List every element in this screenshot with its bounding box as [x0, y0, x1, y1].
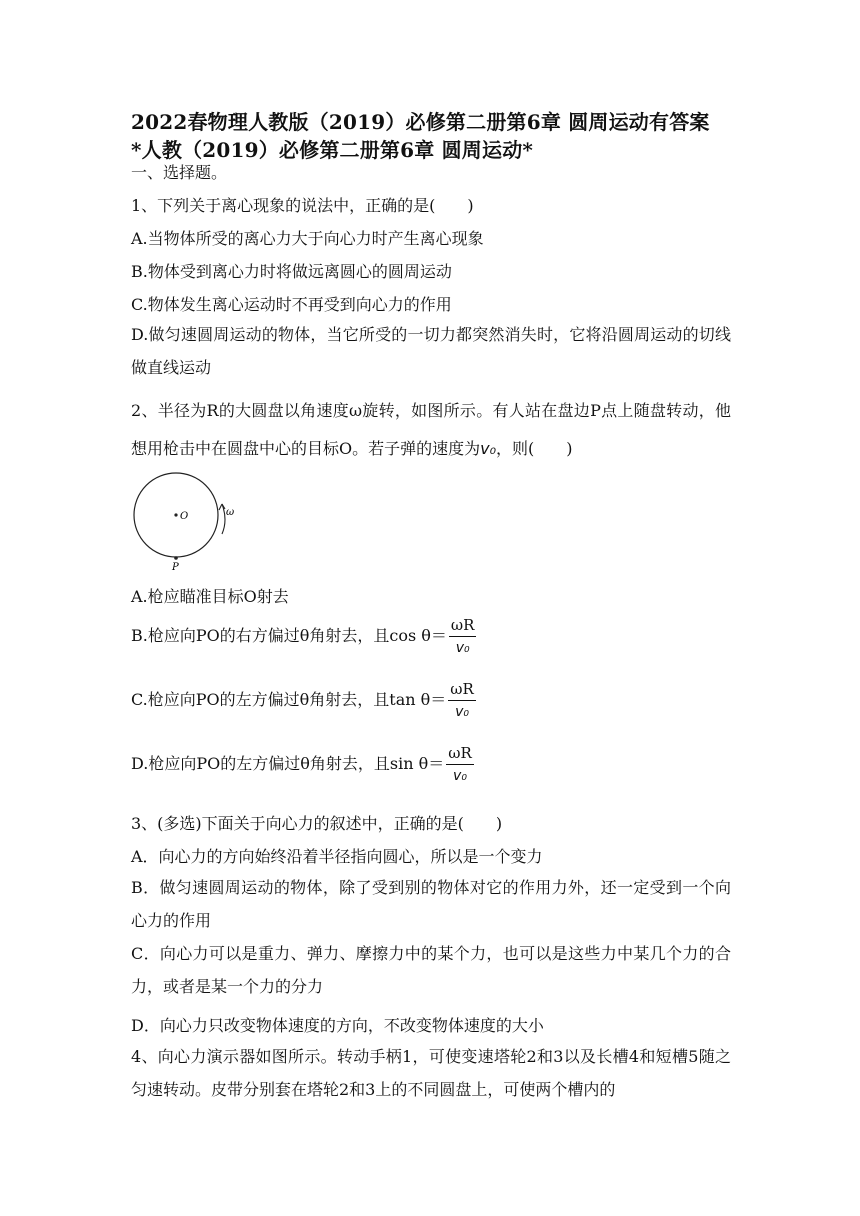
document-subtitle: *人教（2019）必修第二册第6章 圆周运动*	[131, 138, 534, 162]
q2-stem-v0: v₀	[480, 439, 497, 458]
q2-stem-end: ，则( )	[496, 439, 573, 458]
rotating-disc-figure	[131, 472, 241, 572]
q3-option-a: A．向心力的方向始终沿着半径指向圆心，所以是一个变力	[131, 847, 543, 866]
q2-option-b-text: B.枪应向PO的右方偏过θ角射去，且cos θ＝	[131, 626, 447, 645]
q2-stem	[131, 392, 731, 468]
q3-option-c: C．向心力可以是重力、弹力、摩擦力中的某个力，也可以是这些力中某几个力的合力，或者是某一个力的分力	[131, 944, 731, 996]
q1-option-a: A.当物体所受的离心力大于向心力时产生离心现象	[131, 229, 484, 248]
q1-option-c: C.物体发生离心运动时不再受到向心力的作用	[131, 295, 452, 314]
fraction-denominator: v₀	[453, 768, 467, 784]
q1-stem: 1、下列关于离心现象的说法中，正确的是( )	[131, 196, 474, 215]
fraction-numerator: ωR	[448, 682, 476, 701]
q2-option-a: A.枪应瞄准目标O射去	[131, 587, 289, 606]
omega-label: ω	[226, 507, 235, 518]
fraction-denominator: v₀	[455, 640, 470, 656]
q3-option-b: B．做匀速圆周运动的物体，除了受到别的物体对它的作用力外，还一定受到一个向心力的作用	[131, 878, 731, 930]
center-label: O	[180, 511, 189, 522]
fraction	[448, 682, 476, 719]
q2-option-c-text: C.枪应向PO的左方偏过θ角射去，且tan θ＝	[131, 690, 447, 709]
fraction	[446, 746, 474, 783]
q1-option-b: B.物体受到离心力时将做远离圆心的圆周运动	[131, 262, 452, 281]
fraction	[449, 618, 477, 655]
q3-stem: 3、(多选)下面关于向心力的叙述中，正确的是( )	[131, 814, 503, 833]
document-title: 2022春物理人教版（2019）必修第二册第6章 圆周运动有答案	[131, 110, 710, 134]
q2-option-d	[131, 746, 474, 783]
point-p-label: P	[172, 562, 179, 572]
q3-option-d: D．向心力只改变物体速度的方向，不改变物体速度的大小	[131, 1016, 544, 1035]
fraction-numerator: ωR	[449, 618, 477, 637]
point-p-dot	[174, 556, 178, 560]
q2-option-b	[131, 618, 476, 655]
fraction-denominator: v₀	[455, 704, 469, 720]
q2-option-d-text: D.枪应向PO的左方偏过θ角射去，且sin θ＝	[131, 754, 445, 773]
q1-option-d: D.做匀速圆周运动的物体，当它所受的一切力都突然消失时，它将沿圆周运动的切线做直线运动	[131, 325, 731, 377]
fraction-numerator: ωR	[446, 746, 474, 765]
q4-stem: 4、向心力演示器如图所示。转动手柄1，可使变速塔轮2和3以及长槽4和短槽5随之匀速转动。皮带分别套在塔轮2和3上的不同圆盘上，可使两个槽内的	[131, 1047, 731, 1099]
disc-center-dot	[174, 513, 177, 516]
section-heading: 一、选择题。	[131, 163, 228, 182]
q2-stem-text: 2、半径为R的大圆盘以角速度ω旋转，如图所示。有人站在盘边P点上随盘转动，他想用枪击中在圆盘中心的目标O。若子弹的速度为	[131, 401, 731, 458]
q2-option-c	[131, 682, 476, 719]
